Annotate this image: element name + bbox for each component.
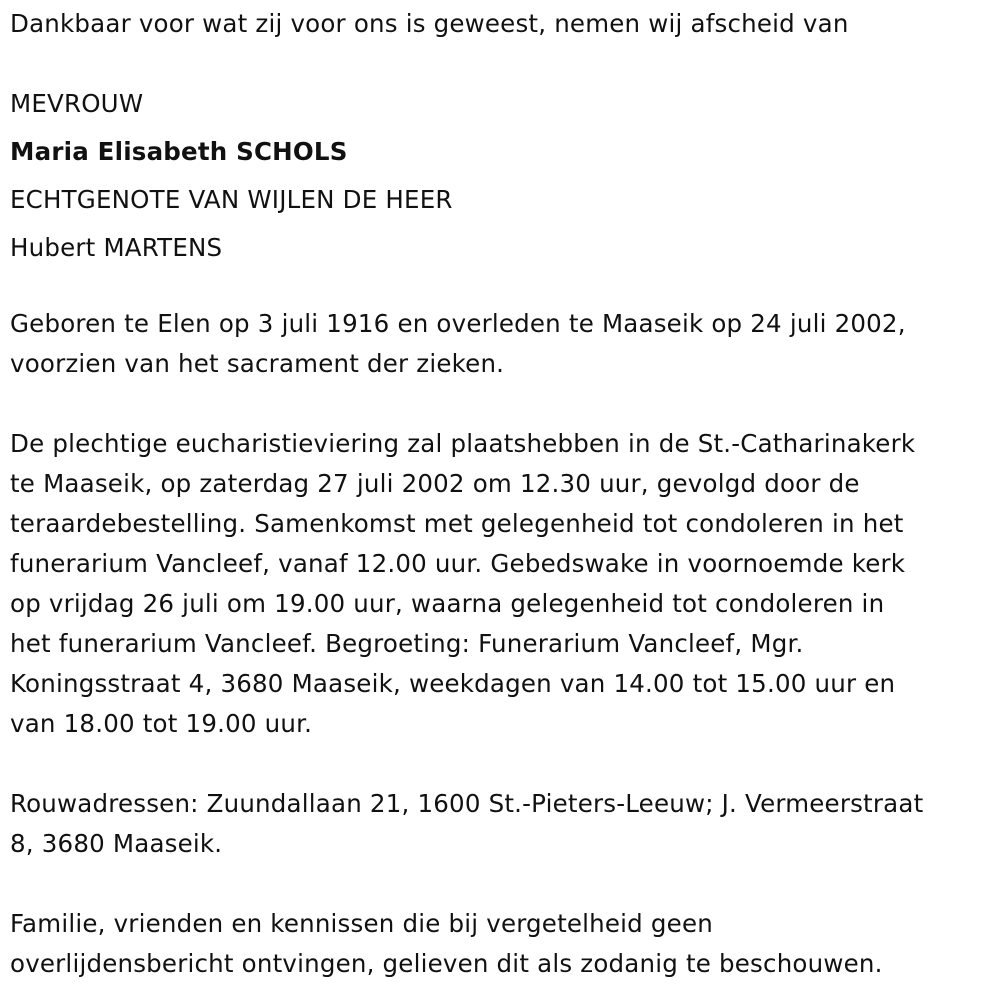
ceremony-paragraph — [10, 424, 985, 744]
paragraph-line: te Maaseik, op zaterdag 27 juli 2002 om 12.30 uur, gevolgd door de — [10, 469, 860, 498]
paragraph-line: 8, 3680 Maaseik. — [10, 829, 223, 858]
name-block — [10, 80, 985, 272]
relation-text: ECHTGENOTE VAN WIJLEN DE HEER — [10, 185, 453, 214]
spacer — [10, 272, 985, 304]
paragraph-line: Geboren te Elen op 3 juli 1916 en overleden te Maaseik op 24 juli 2002, — [10, 309, 906, 338]
addresses-paragraph — [10, 784, 985, 864]
spacer — [10, 864, 985, 904]
intro-text: Dankbaar voor wat zij voor ons is geweest, nemen wij afscheid van — [10, 9, 849, 38]
paragraph-line: teraardebestelling. Samenkomst met gelegenheid tot condoleren in het — [10, 509, 904, 538]
paragraph-line: van 18.00 tot 19.00 uur. — [10, 709, 313, 738]
paragraph-line: De plechtige eucharistieviering zal plaatshebben in de St.-Catharinakerk — [10, 429, 916, 458]
paragraph-line: Familie, vrienden en kennissen die bij vergetelheid geen — [10, 909, 713, 938]
paragraph-line: overlijdensbericht ontvingen, gelieven dit als zodanig te beschouwen. — [10, 949, 883, 978]
deceased-name: Maria Elisabeth SCHOLS — [10, 137, 348, 166]
paragraph-line: voorzien van het sacrament der zieken. — [10, 349, 505, 378]
closing-paragraph — [10, 904, 985, 984]
birth-death-paragraph — [10, 304, 985, 384]
spacer — [10, 384, 985, 424]
honorific: MEVROUW — [10, 89, 144, 118]
spacer — [10, 44, 985, 80]
obituary-document — [10, 4, 985, 984]
paragraph-line: Rouwadressen: Zuundallaan 21, 1600 St.-Pieters-Leeuw; J. Vermeerstraat — [10, 789, 924, 818]
spacer — [10, 744, 985, 784]
paragraph-line: het funerarium Vancleef. Begroeting: Funerarium Vancleef, Mgr. — [10, 629, 804, 658]
spouse-name: Hubert MARTENS — [10, 233, 223, 262]
paragraph-line: funerarium Vancleef, vanaf 12.00 uur. Gebedswake in voornoemde kerk — [10, 549, 906, 578]
paragraph-line: Koningsstraat 4, 3680 Maaseik, weekdagen van 14.00 tot 15.00 uur en — [10, 669, 896, 698]
paragraph-line: op vrijdag 26 juli om 19.00 uur, waarna gelegenheid tot condoleren in — [10, 589, 885, 618]
